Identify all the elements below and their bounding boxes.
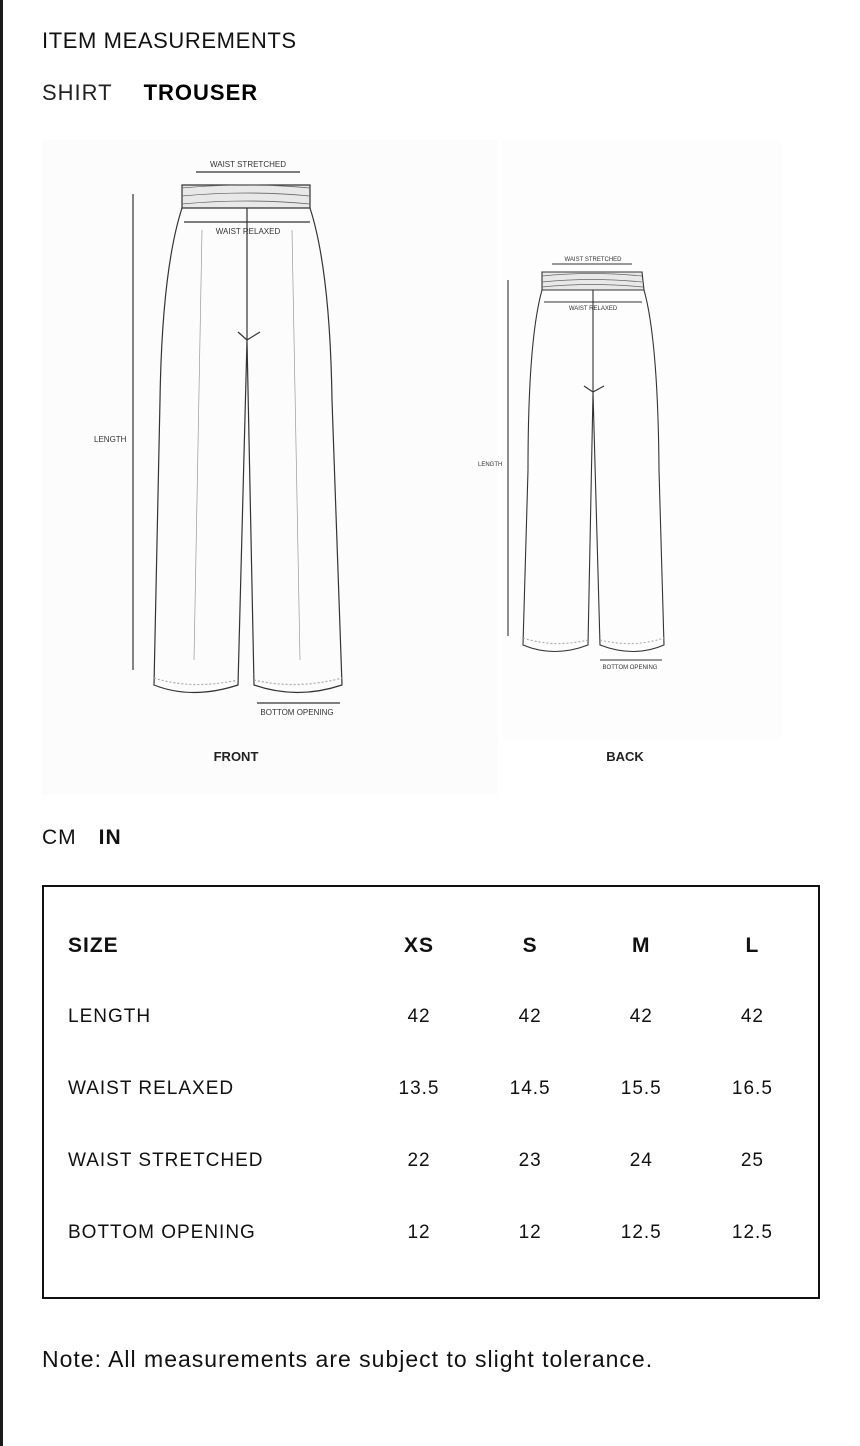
tolerance-note: Note: All measurements are subject to slight tolerance. (42, 1346, 654, 1372)
back-label-waist-stretched: WAIST STRETCHED (564, 257, 622, 263)
row-label: WAIST STRETCHED (68, 1150, 264, 1171)
cell-value: 24 (629, 1150, 653, 1171)
cell-value: 13.5 (398, 1078, 440, 1099)
cell-value: 12 (518, 1222, 542, 1243)
modal-title: ITEM MEASUREMENTS (42, 28, 297, 53)
modal-left-border (0, 0, 3, 1446)
table-header-row (68, 911, 808, 981)
back-caption: BACK (606, 749, 644, 764)
cell-value: 12 (407, 1222, 431, 1243)
cell-value: 42 (518, 1006, 542, 1027)
unit-toggle (42, 826, 122, 850)
front-label-bottom-opening: BOTTOM OPENING (260, 708, 334, 717)
cell-value: 16.5 (731, 1078, 773, 1099)
cell-value: 12.5 (620, 1222, 662, 1243)
header-size: SIZE (68, 934, 119, 957)
cell-value: 42 (407, 1006, 431, 1027)
header-s: S (522, 934, 538, 957)
back-label-bottom-opening: BOTTOM OPENING (602, 665, 658, 671)
front-label-waist-relaxed: WAIST RELAXED (215, 227, 281, 236)
header-m: M (632, 934, 651, 957)
cell-value: 42 (629, 1006, 653, 1027)
table-row (68, 981, 808, 1053)
back-label-waist-relaxed: WAIST RELAXED (568, 306, 618, 312)
tab-shirt[interactable]: SHIRT (42, 80, 113, 105)
size-table (68, 911, 808, 1269)
header-xs: XS (404, 934, 435, 957)
front-caption: FRONT (213, 749, 259, 764)
cell-value: 42 (740, 1006, 764, 1027)
measurement-diagram (42, 140, 782, 800)
table-row (68, 1197, 808, 1269)
close-icon[interactable] (796, 0, 830, 6)
back-label-length: LENGTH (478, 462, 503, 468)
size-table-container (42, 885, 820, 1299)
cell-value: 14.5 (509, 1078, 551, 1099)
header-l: L (745, 934, 760, 957)
garment-tabs (42, 80, 258, 106)
row-label: WAIST RELAXED (68, 1078, 235, 1099)
front-label-length: LENGTH (94, 435, 127, 444)
row-label: BOTTOM OPENING (68, 1222, 256, 1243)
unit-cm[interactable]: CM (42, 826, 77, 849)
table-row (68, 1053, 808, 1125)
cell-value: 15.5 (620, 1078, 662, 1099)
row-label: LENGTH (68, 1006, 152, 1027)
cell-value: 25 (740, 1150, 764, 1171)
tab-trouser[interactable]: TROUSER (143, 80, 259, 105)
unit-in[interactable]: IN (98, 826, 122, 849)
cell-value: 12.5 (731, 1222, 773, 1243)
front-label-waist-stretched: WAIST STRETCHED (209, 160, 287, 169)
cell-value: 23 (518, 1150, 542, 1171)
table-row (68, 1125, 808, 1197)
cell-value: 22 (407, 1150, 431, 1171)
